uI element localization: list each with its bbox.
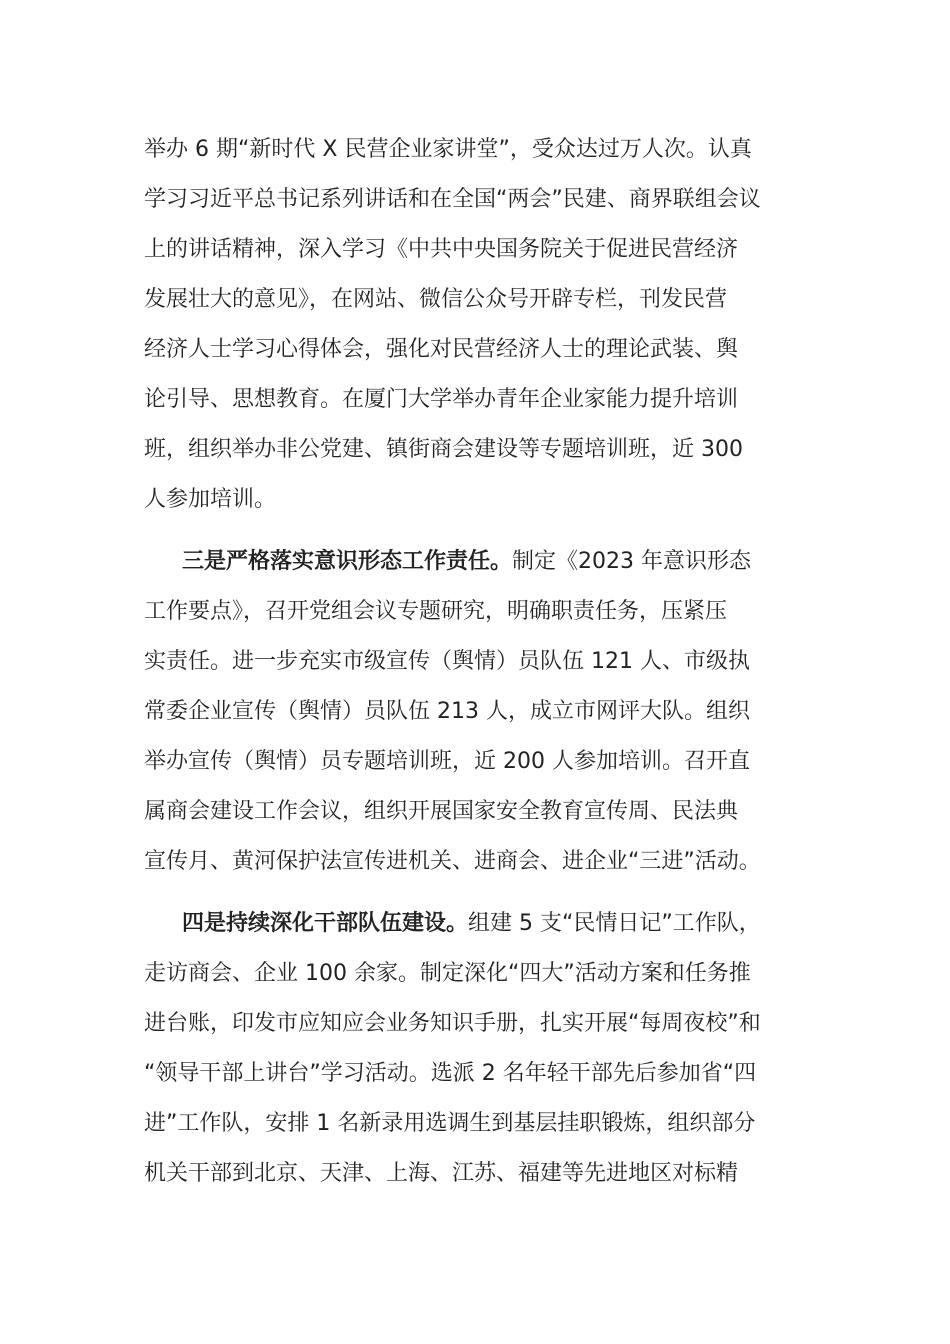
text-line: 走访商会、企业 100 余家。制定深化“四大”活动方案和任务推 (144, 961, 751, 986)
paragraph-first-line-text: 制定《2023 年意识形态 (512, 549, 751, 574)
paragraph-spacer (144, 887, 808, 899)
text-line: 举办 6 期“新时代 X 民营企业家讲堂”，受众达过万人次。认真 (144, 137, 752, 162)
text-line: 工作要点》，召开党组会议专题研究，明确职责任务，压紧压 (144, 599, 728, 624)
text-line: 人参加培训。 (144, 487, 277, 512)
paragraph-spacer (144, 525, 808, 537)
text-line: 班，组织举办非公党建、镇街商会建设等专题培训班，近 300 (144, 437, 743, 462)
text-line: 实责任。进一步充实市级宣传（舆情）员队伍 121 人、市级执 (144, 649, 750, 674)
paragraph-heading: 四是持续深化干部队伍建设。 (182, 911, 469, 936)
paragraph-1 (144, 125, 808, 525)
document-page (144, 125, 808, 1199)
text-line: 上的讲话精神，深入学习《中共中央国务院关于促进民营经济 (144, 237, 739, 262)
text-line: 进”工作队，安排 1 名新录用选调生到基层挂职锻炼，组织部分 (144, 1111, 756, 1136)
text-line (144, 537, 808, 587)
text-line: 论引导、思想教育。在厦门大学举办青年企业家能力提升培训 (144, 387, 739, 412)
text-line: 学习习近平总书记系列讲话和在全国“两会”民建、商界联组会议 (144, 187, 761, 212)
text-line: 常委企业宣传（舆情）员队伍 213 人，成立市网评大队。组织 (144, 699, 750, 724)
paragraph-2 (144, 537, 808, 887)
paragraph-3 (144, 899, 808, 1199)
text-line: 举办宣传（舆情）员专题培训班，近 200 人参加培训。召开直 (144, 749, 750, 774)
text-line: 宣传月、黄河保护法宣传进机关、进商会、进企业“三进”活动。 (144, 849, 761, 874)
text-line: 属商会建设工作会议，组织开展国家安全教育宣传周、民法典 (144, 799, 739, 824)
paragraph-first-line-text: 组建 5 支“民情日记”工作队， (468, 911, 761, 936)
text-line: 经济人士学习心得体会，强化对民营经济人士的理论武装、舆 (144, 337, 739, 362)
paragraph-heading: 三是严格落实意识形态工作责任。 (182, 549, 513, 574)
text-line: 发展壮大的意见》，在网站、微信公众号开辟专栏，刊发民营 (144, 287, 728, 312)
text-line: 机关干部到北京、天津、上海、江苏、福建等先进地区对标精 (144, 1161, 739, 1186)
text-line: 进台账，印发市应知应会业务知识手册，扎实开展“每周夜校”和 (144, 1011, 761, 1036)
text-line (144, 899, 808, 949)
text-line: “领导干部上讲台”学习活动。选派 2 名年轻干部先后参加省“四 (144, 1061, 757, 1086)
